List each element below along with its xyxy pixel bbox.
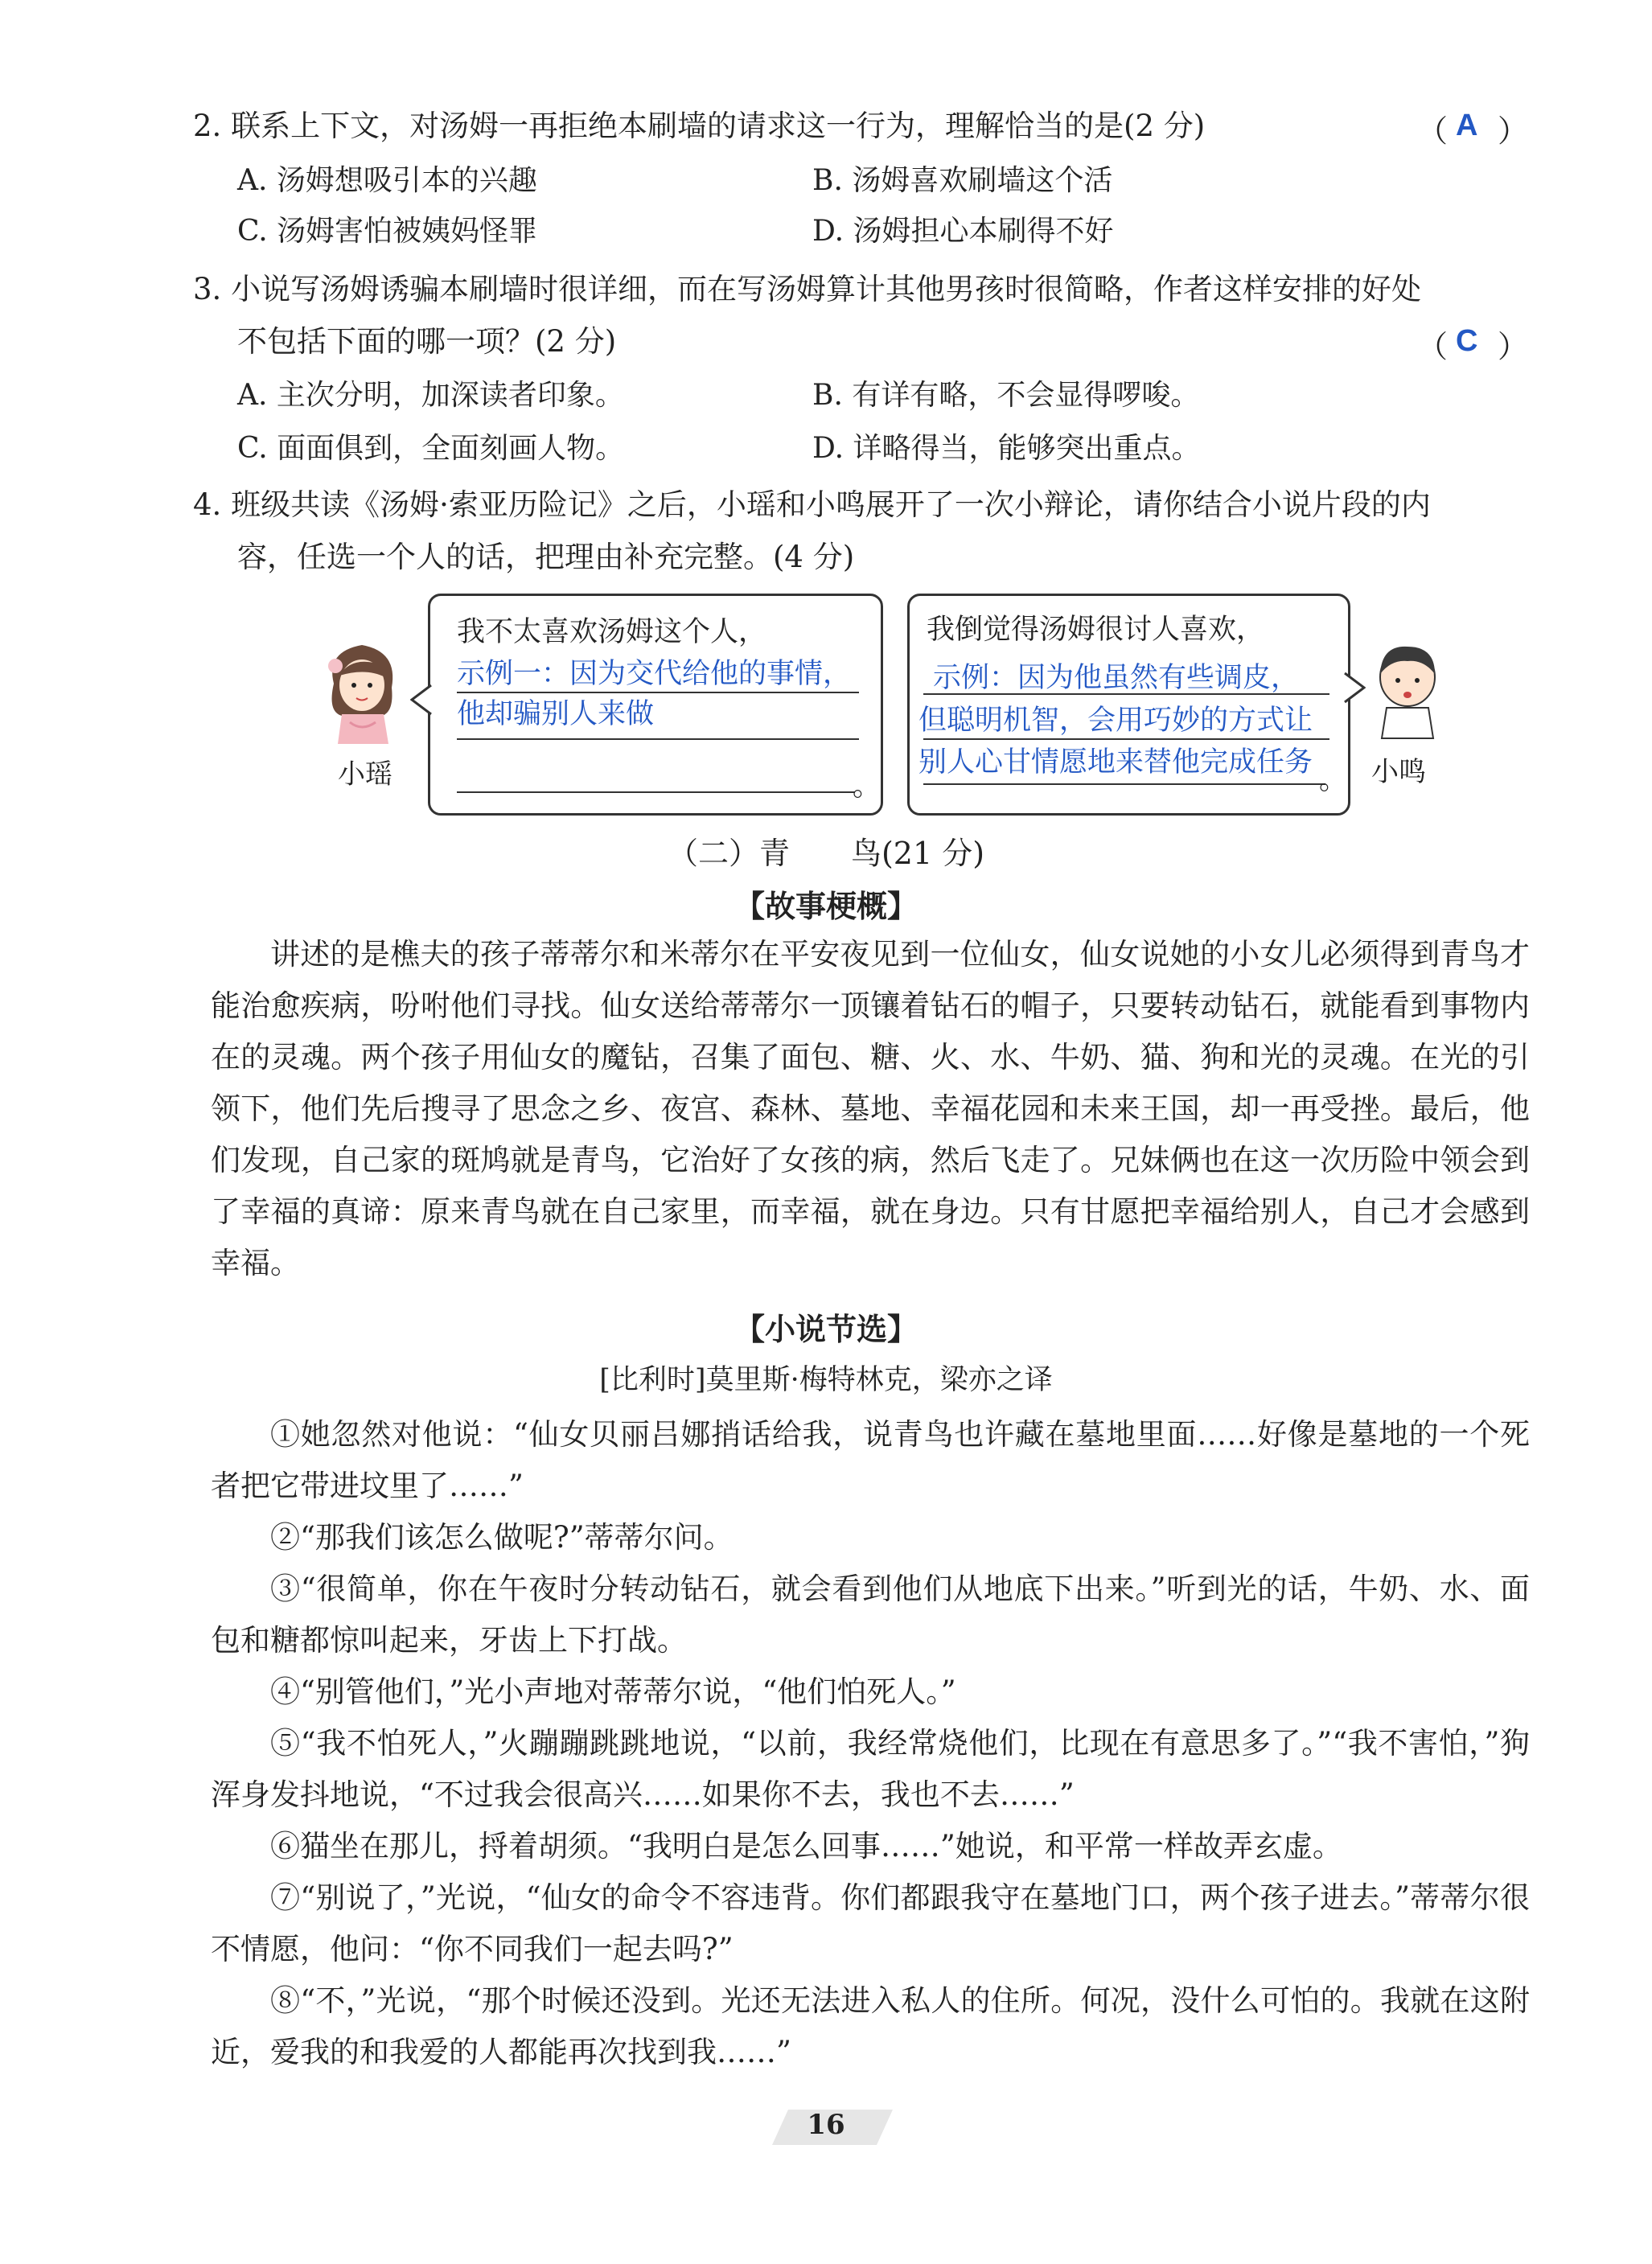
boy-avatar-icon	[1367, 635, 1448, 740]
left-blank-line3	[457, 791, 855, 793]
right-bubble-tail	[1343, 672, 1366, 704]
excerpt-paragraph-3: ③“很简单，你在午夜时分转动钻石，就会看到他们从地底下出来。”听到光的话，牛奶、水、面包和糖都惊叫起来，牙齿上下打战。	[211, 1572, 1530, 1658]
girl-name: 小瑶	[338, 758, 392, 791]
summary-paragraph: 讲述的是樵夫的孩子蒂蒂尔和米蒂尔在平安夜见到一位仙女，仙女说她的小女儿必须得到青鸟才能治愈疾病，吩咐他们寻找。仙女送给蒂蒂尔一顶镶着钻石的帽子，只要转动钻石，就能看到事物内在的灵魂。两个孩子用仙女的魔钻，召集了面包、糖、火、水、牛奶、猫、狗和光的灵魂。在光的引领下，他们先后搜寻了思念之乡、夜宫、森林、墓地、幸福花园和未来王国，却一再受挫。最后，他们发现，自己家的斑鸠就是青鸟，它治好了女孩的病，然后飞走了。兄妹俩也在这一次历险中领会到了幸福的真谛：原来青鸟就在自己家里，而幸福，就在身边。只有甘愿把幸福给别人，自己才会感到幸福。	[211, 937, 1530, 1280]
left-bubble-tail	[410, 684, 433, 716]
section-title: （二）青 鸟(21 分)	[667, 836, 985, 871]
excerpt-paragraph-6: ⑥猫坐在那儿，捋着胡须。“我明白是怎么回事……”她说，和平常一样故弄玄虚。	[270, 1829, 1342, 1863]
q3-option-a: A. 主次分明，加深读者印象。	[237, 379, 624, 412]
q2-option-c: C. 汤姆害怕被姨妈怪罪	[237, 215, 538, 248]
q2-paren-open: （	[1417, 113, 1449, 149]
excerpt-paragraph-1: ①她忽然对他说：“仙女贝丽吕娜捎话给我，说青鸟也许藏在墓地里面……好像是墓地的一个死者把它带进坟里了……”	[211, 1417, 1530, 1503]
excerpt-paragraph-2: ②“那我们该怎么做呢?”蒂蒂尔问。	[270, 1520, 734, 1555]
q3-option-d: D. 详略得当，能够突出重点。	[812, 432, 1201, 465]
right-prompt: 我倒觉得汤姆很讨人喜欢，	[927, 614, 1265, 646]
left-prompt: 我不太喜欢汤姆这个人，	[457, 616, 767, 648]
right-answer-line1: 示例：因为他虽然有些调皮，	[933, 662, 1300, 694]
q2-option-b: B. 汤姆喜欢刷墙这个活	[812, 164, 1113, 197]
left-blank-line2	[457, 738, 859, 740]
left-end-mark: 。	[853, 770, 881, 803]
q3-option-b: B. 有详有略，不会显得啰唆。	[812, 379, 1200, 412]
page-number: 16	[807, 2109, 845, 2141]
author-line: [比利时]莫里斯·梅特林克，梁亦之译	[599, 1364, 1053, 1396]
excerpt-paragraph-7: ⑦“别说了，”光说，“仙女的命令不容违背。你们都跟我守在墓地门口，两个孩子进去。”蒂蒂尔很不情愿，他问：“你不同我们一起去吗?”	[211, 1880, 1530, 1966]
excerpt-paragraph-4: ④“别管他们，”光小声地对蒂蒂尔说，“他们怕死人。”	[270, 1674, 956, 1709]
girl-avatar-icon	[318, 635, 406, 748]
left-answer-line1: 示例一：因为交代给他的事情，	[457, 658, 852, 690]
right-answer-line2: 但聪明机智，会用巧妙的方式让	[918, 705, 1313, 737]
right-end-mark: 。	[1319, 764, 1348, 796]
q2-option-d: D. 汤姆担心本刷得不好	[812, 215, 1114, 248]
q3-paren-open: （	[1417, 329, 1449, 364]
right-answer-line3: 别人心甘情愿地来替他完成任务	[918, 746, 1313, 779]
q2-answer: A	[1456, 109, 1478, 142]
left-answer-line2: 他却骗别人来做	[457, 698, 655, 730]
q2-paren-close: ）	[1498, 113, 1529, 149]
q3-paren-close: ）	[1498, 329, 1529, 364]
excerpt-paragraph-5: ⑤“我不怕死人，”火蹦蹦跳跳地说，“以前，我经常烧他们，比现在有意思多了。”“我不害怕，”狗浑身发抖地说，“不过我会很高兴……如果你不去，我也不去……”	[211, 1726, 1530, 1812]
q3-option-c: C. 面面俱到，全面刻画人物。	[237, 432, 625, 465]
summary-heading: 【故事梗概】	[734, 889, 918, 924]
q2-stem: 2. 联系上下文，对汤姆一再拒绝本刷墙的请求这一行为，理解恰当的是(2 分)	[193, 109, 1206, 143]
right-blank-line1	[923, 693, 1329, 695]
q2-option-a: A. 汤姆想吸引本的兴趣	[237, 164, 537, 197]
right-blank-line3	[923, 783, 1325, 785]
boy-name: 小鸣	[1371, 756, 1426, 788]
q3-stem-line1: 3. 小说写汤姆诱骗本刷墙时很详细，而在写汤姆算计其他男孩时很简略，作者这样安排的好处	[193, 272, 1422, 306]
q4-stem-line2: 容，任选一个人的话，把理由补充完整。(4 分)	[237, 540, 855, 574]
q3-answer: C	[1456, 324, 1478, 358]
q4-stem-line1: 4. 班级共读《汤姆·索亚历险记》之后，小瑶和小鸣展开了一次小辩论，请你结合小说片段的内	[193, 487, 1431, 522]
q3-stem-line2: 不包括下面的哪一项？(2 分)	[237, 324, 617, 359]
excerpt-heading: 【小说节选】	[734, 1312, 918, 1347]
excerpt-paragraph-8: ⑧“不，”光说，“那个时候还没到。光还无法进入私人的住所。何况，没什么可怕的。我就在这附近，爱我的和我爱的人都能再次找到我……”	[211, 1983, 1530, 2069]
